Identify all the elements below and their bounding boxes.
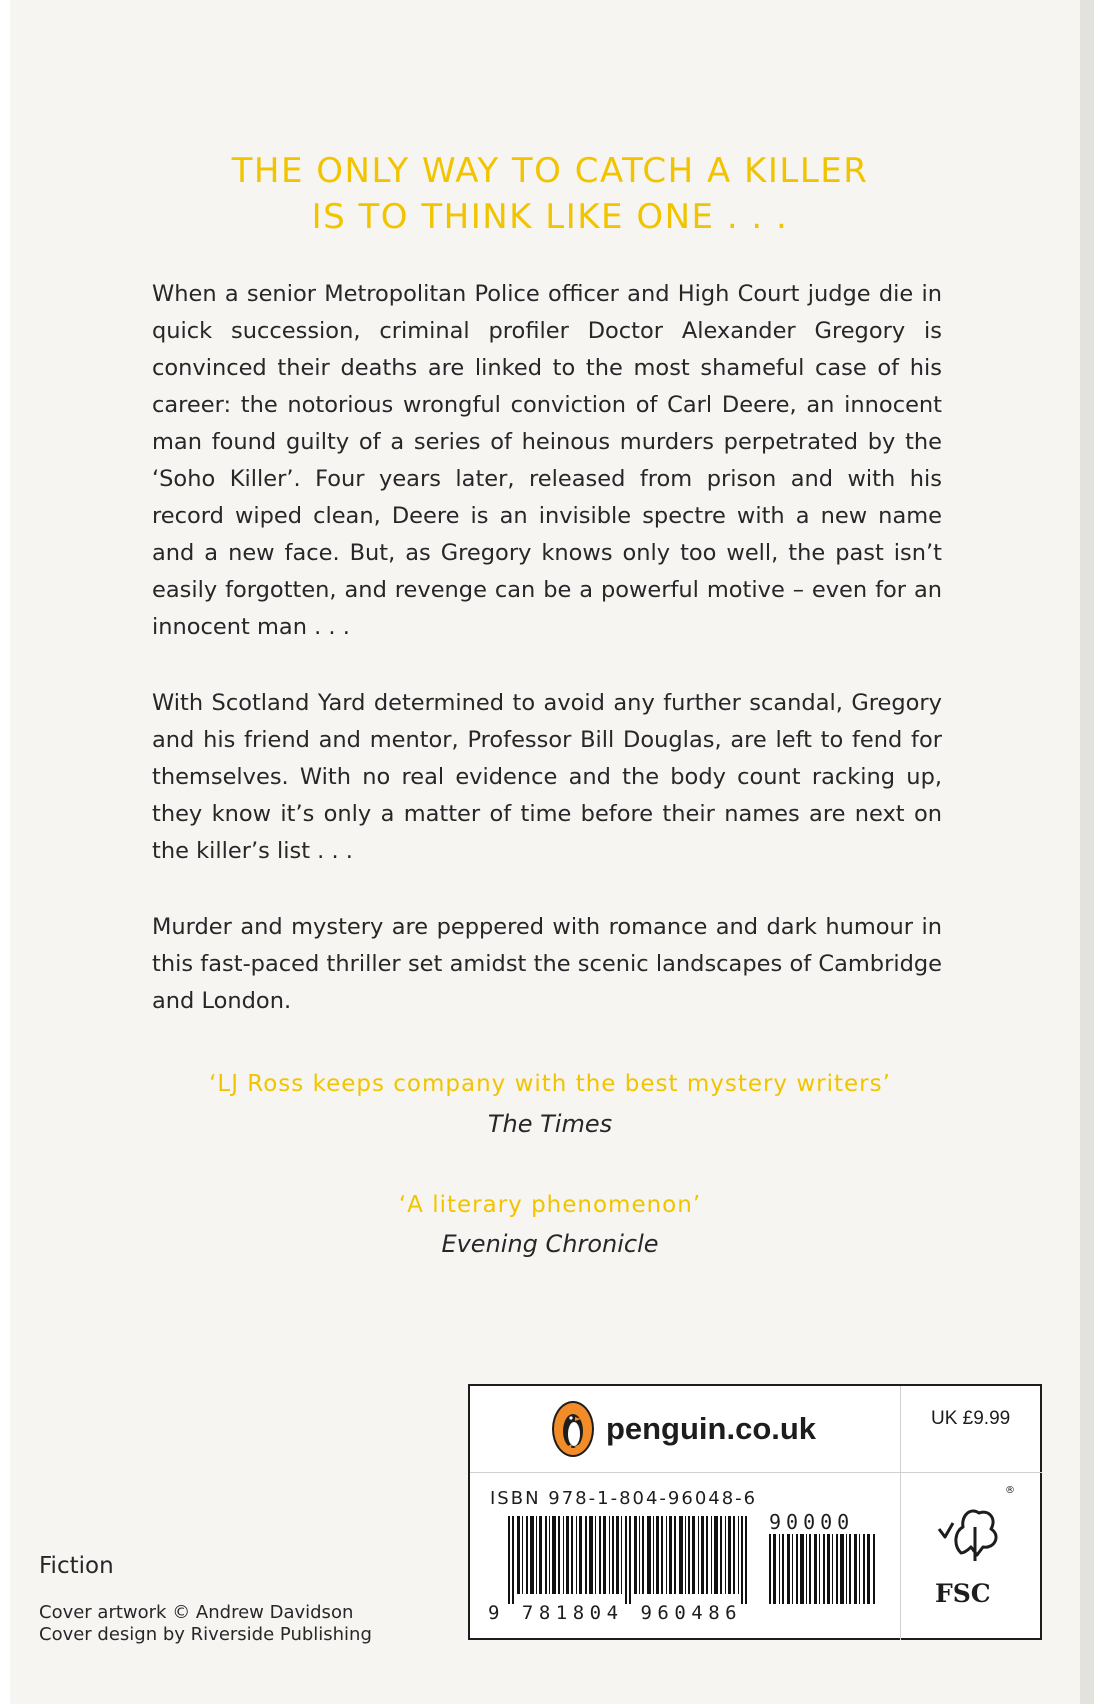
review-source-1: The Times [487,1110,613,1138]
blurb-paragraph-1: When a senior Metropolitan Police officer and High Court judge die in quick succession, criminal profiler Doctor Alexander Gregory is convinced their deaths are linked to the most shameful case of his career: the notorious wrongful conviction of Carl Deere, an innocent man found guilty of a series of heinous murders perpetrated by the ‘Soho Killer’. Four years later, released from prison and with his record wiped clean, Deere is an invisible spectre with a new name and a new face. But, as Gregory knows only too well, the past isn’t easily forgotten, and revenge can be a powerful motive – even for an innocent man . . . [152,281,942,640]
barcode-panel [468,1384,1042,1640]
barcode-bars-addon [769,1534,881,1604]
headline-line-1: THE ONLY WAY TO CATCH A KILLER [231,151,869,191]
review-source-2: Evening Chronicle [441,1230,659,1258]
fsc-label: FSC [935,1579,991,1608]
review-quote-2: ‘A literary phenomenon’ [398,1192,702,1218]
headline-line-2: IS TO THINK LIKE ONE . . . [311,197,789,237]
publisher-website: penguin.co.uk [605,1411,817,1446]
price-label: UK £9.99 [931,1408,1011,1429]
review-quote-1: ‘LJ Ross keeps company with the best mystery writers’ [209,1071,891,1097]
penguin-icon [552,1401,594,1457]
cover-artwork-credit: Cover artwork © Andrew Davidson [39,1602,354,1623]
isbn-number: ISBN 978-1-804-96048-6 [490,1488,758,1509]
cover-design-credit: Cover design by Riverside Publishing [39,1624,372,1645]
publisher-website-row [470,1386,898,1472]
cover-right-edge [1080,0,1094,1704]
price-cell [900,1386,1043,1472]
blurb-paragraph-3: Murder and mystery are peppered with romance and dark humour in this fast-paced thriller set amidst the scenic landscapes of Cambridge and London. [152,914,942,1014]
barcode-digits-addon: 90000 [769,1510,855,1534]
blurb-paragraph-2: With Scotland Yard determined to avoid any further scandal, Gregory and his friend and mentor, Professor Bill Douglas, are left to fend for themselves. With no real evidence and the body count racking up, they know it’s only a matter of time before their names are next on the killer’s list . . . [152,690,942,864]
fsc-tree-icon [931,1493,1011,1569]
fsc-registered-mark: ® [1005,1485,1015,1496]
genre-label: Fiction [39,1553,114,1579]
fsc-cell [900,1473,1043,1640]
barcode-bars-main [508,1516,754,1604]
barcode-digits-main: 9 781804 960486 [488,1602,743,1624]
cover-left-edge [0,0,10,1704]
